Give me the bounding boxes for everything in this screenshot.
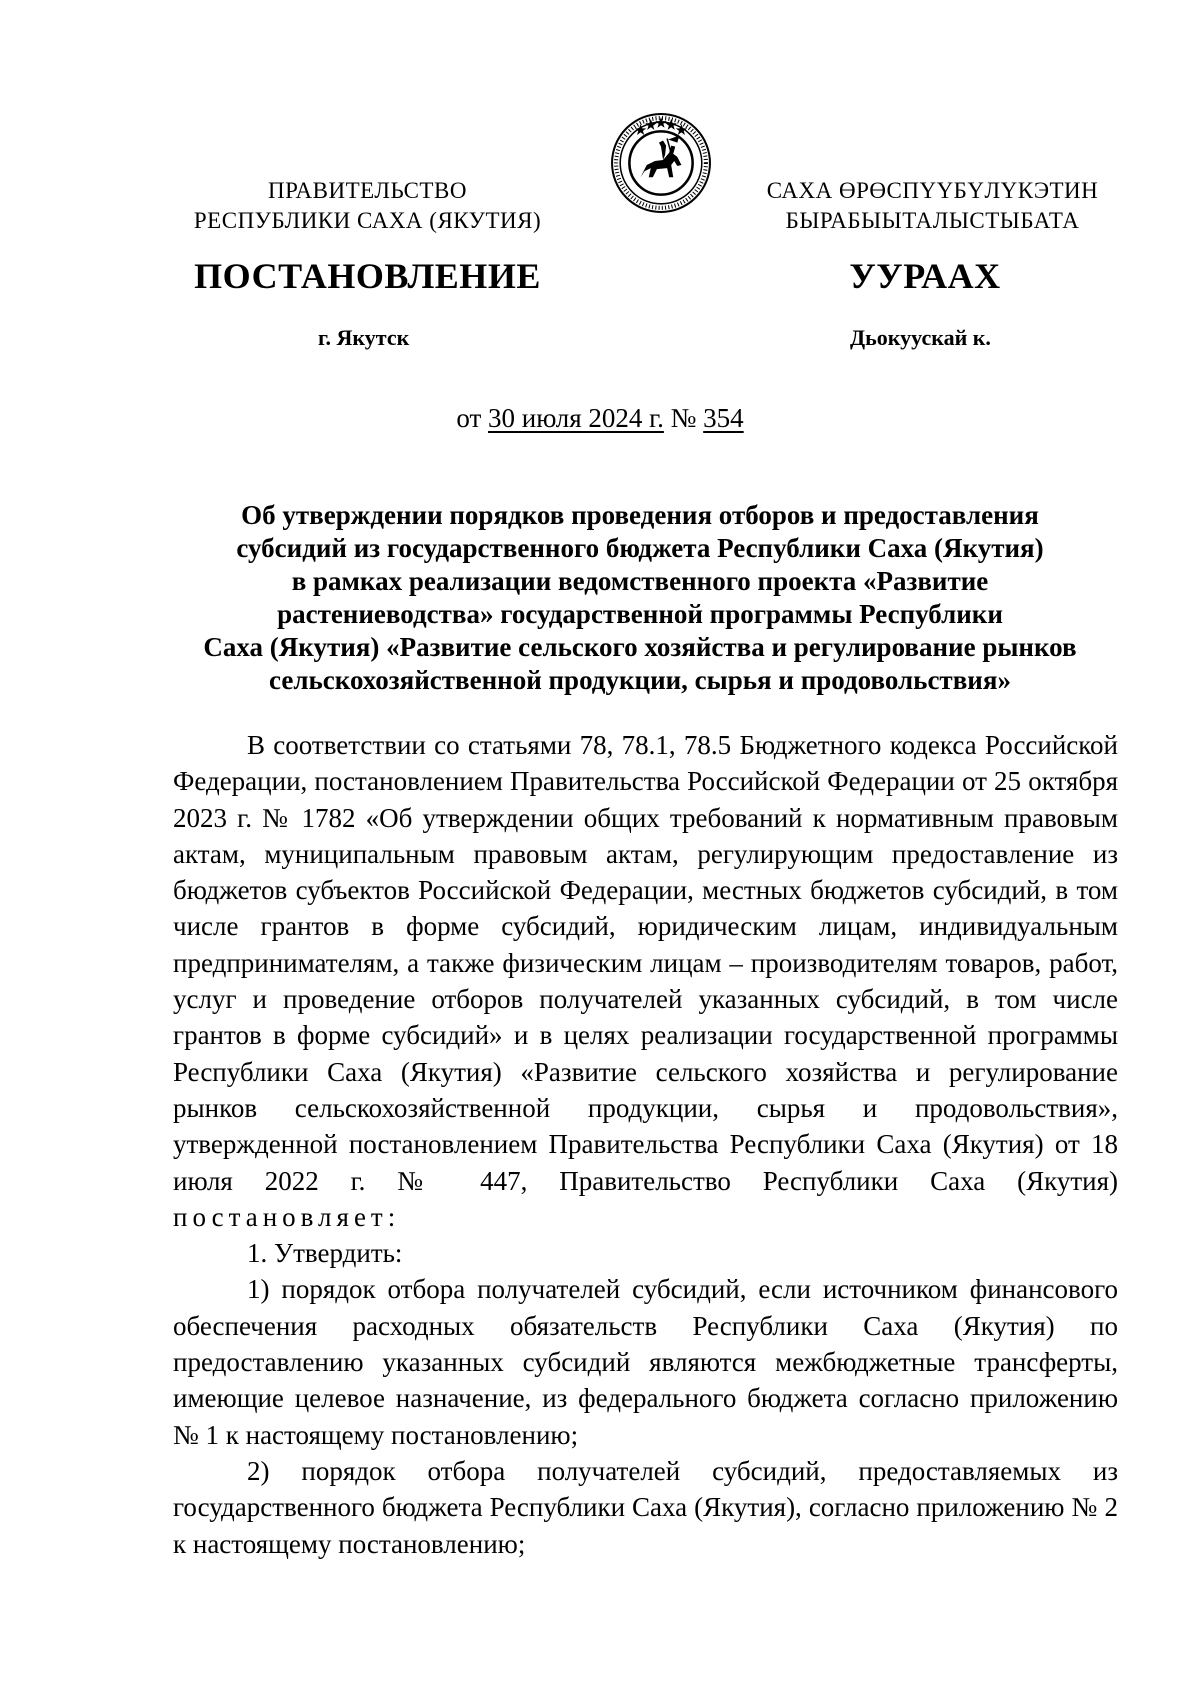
city-sah: Дьокуускай к. <box>850 325 991 350</box>
government-name-ru <box>180 176 555 236</box>
government-name-sah <box>745 176 1120 236</box>
title-line: Саха (Якутия) «Развитие сельского хозяйства и регулирование рынков <box>203 632 1077 662</box>
doc-type-ru: ПОСТАНОВЛЕНИЕ <box>194 256 541 296</box>
header-left-line: РЕСПУБЛИКИ САХА (ЯКУТИЯ) <box>193 208 542 233</box>
date-prefix: от <box>456 403 489 433</box>
preamble-text: В соответствии со статьями 78, 78.1, 78.5 Бюджетного кодекса Российской Федерации, постановлением Правительства Российской Федерации от 25 октября 2023 г. № 1782 «Об утверждении общих требований к нормативным правовым актам, муниципальным правовым актам, регулирующим предоставление из бюджетов субъектов Российской Федерации, местных бюджетов субсидий, в том числе грантов в форме субсидий, юридическим лицам, индивидуальным предпринимателям, а также физическим лицам – производителям товаров, работ, услуг и проведение отборов получателей указанных субсидий, в том числе грантов в форме субсидий» и в целях реализации государственной программы Республики Саха (Якутия) «Развитие сельского хозяйства и регулирование рынков сельскохозяйственной продукции, сырья и продовольствия», утвержденной постановлением Правительства Республики Саха (Якутия) от 18 июля 2022 г. № 447, Правительство Республики Саха (Якутия) <box>173 730 1118 1196</box>
date-number-line <box>0 403 1200 434</box>
resolves-word: постановляет: <box>173 1201 401 1232</box>
preamble-paragraph <box>173 727 1118 1235</box>
subitem-1-paragraph: 1) порядок отбора получателей субсидий, если источником финансового обеспечения расходных обязательств Республики Саха (Якутия) по предоставлению указанных субсидий являются межбюджетные трансферты, имеющие целевое назначение, из федерального бюджета согласно приложению № 1 к настоящему постановлению; <box>173 1274 1118 1450</box>
header-left-line: ПРАВИТЕЛЬСТВО <box>268 178 467 203</box>
title-line: сельскохозяйственной продукции, сырья и продовольствия» <box>269 665 1011 695</box>
title-line: субсидий из государственного бюджета Республики Саха (Якутия) <box>236 533 1044 563</box>
subitem-2-paragraph: 2) порядок отбора получателей субсидий, предоставляемых из государственного бюджета Республики Саха (Якутия), согласно приложению № 2 к настоящему постановлению; <box>173 1455 1118 1559</box>
document-body <box>173 727 1118 1562</box>
number-label: № <box>663 403 704 433</box>
header-right-line: БЫРАБЫЫТАЛЫСТЫБАТА <box>785 208 1080 233</box>
document-date: 30 июля 2024 г. <box>488 403 664 433</box>
doc-type-sah: УУРААХ <box>849 256 1001 296</box>
city-ru: г. Якутск <box>318 325 410 350</box>
item-1-paragraph: 1. Утвердить: <box>247 1238 403 1269</box>
title-line: растениеводства» государственной программы Республики <box>277 599 1003 629</box>
republic-emblem-icon <box>610 112 712 214</box>
title-line: в рамках реализации ведомственного проекта «Развитие <box>291 566 989 596</box>
document-number: 354 <box>703 403 744 433</box>
document-title <box>170 499 1110 697</box>
header-right-line: САХА ӨРӨСПҮҮБҮЛҮКЭТИН <box>766 178 1099 203</box>
title-line: Об утверждении порядков проведения отборов и предоставления <box>241 500 1039 530</box>
